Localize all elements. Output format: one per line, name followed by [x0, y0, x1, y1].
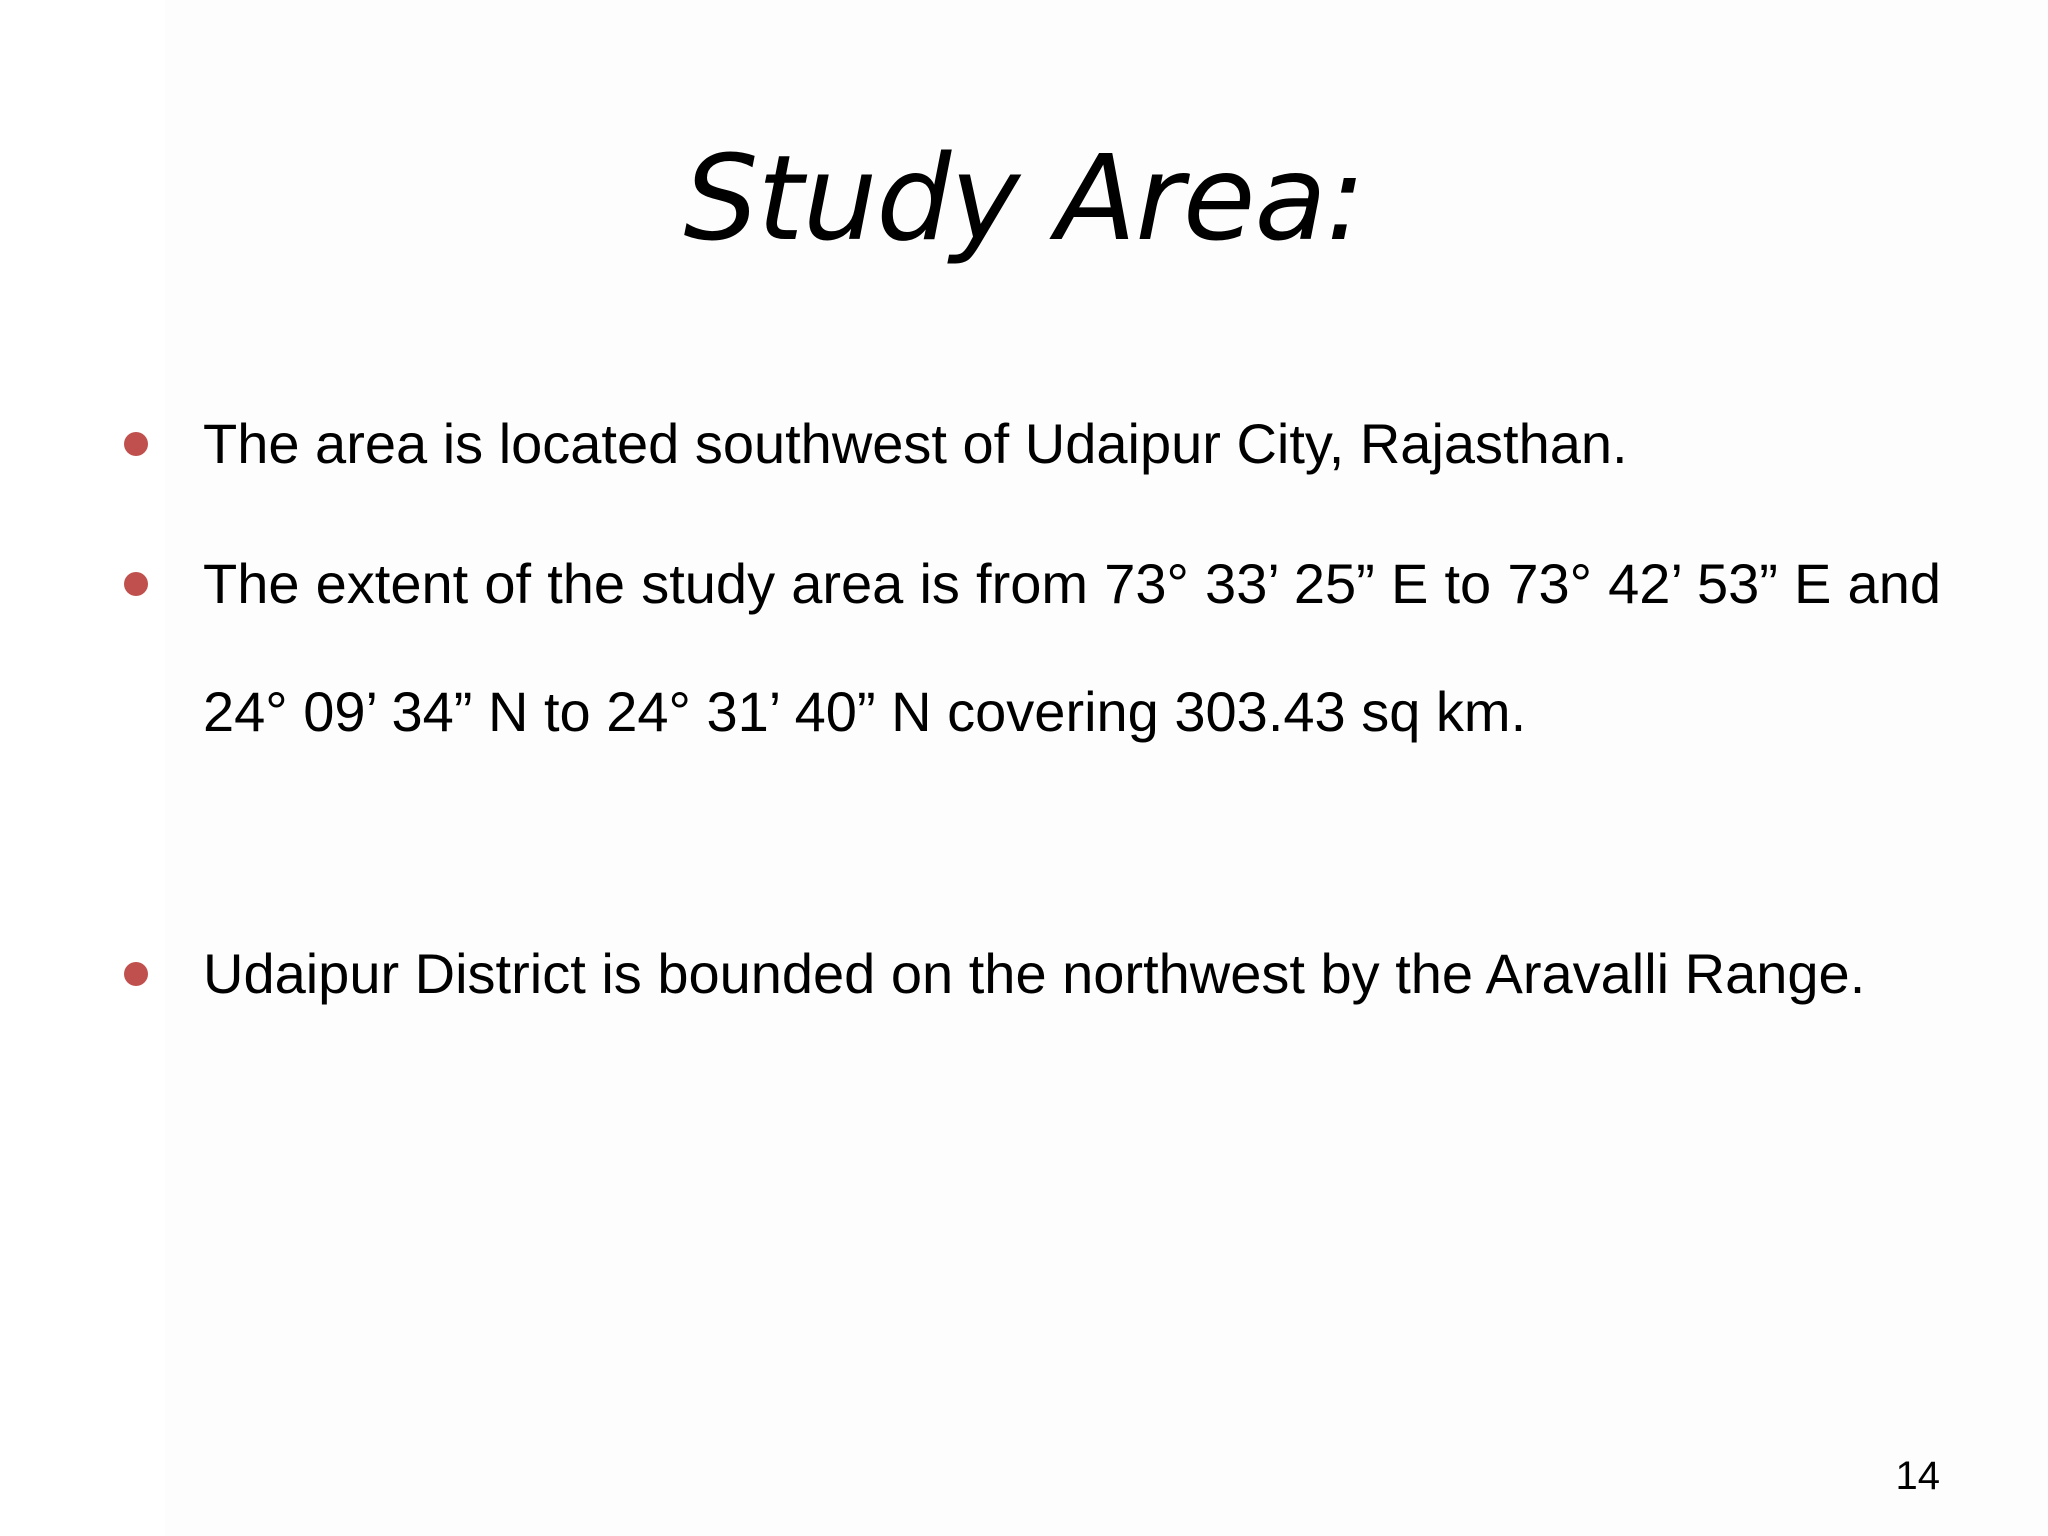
bullet-dot-icon	[124, 432, 148, 456]
bullet-text: The area is located southwest of Udaipur City, Rajasthan.	[203, 412, 1628, 475]
slide-title: Study Area:	[683, 129, 1365, 267]
bullet-dot-icon	[124, 962, 148, 986]
bullet-dot-icon	[124, 572, 148, 596]
bullet-text: The extent of the study area is from 73° 33’ 25” E to 73° 42’ 53” E and 24° 09’ 34” N to 24° 31’ 40” N covering 303.43 sq km.	[203, 552, 1941, 743]
bullet-text: Udaipur District is bounded on the northwest by the Aravalli Range.	[203, 942, 1866, 1005]
page-number: 14	[1895, 1454, 1940, 1498]
